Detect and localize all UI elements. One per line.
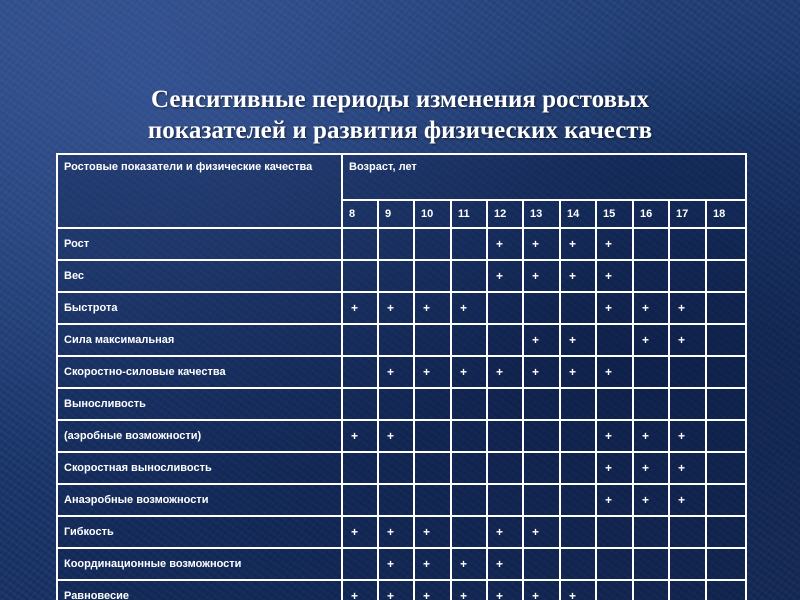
mark-cell — [706, 484, 746, 516]
mark-cell: + — [451, 580, 487, 600]
age-cell-10: 10 — [414, 200, 451, 228]
mark-cell: + — [596, 484, 633, 516]
mark-cell — [706, 292, 746, 324]
mark-cell: + — [342, 420, 378, 452]
row-label: Вес — [57, 260, 342, 292]
mark-cell: + — [560, 580, 596, 600]
mark-cell — [523, 292, 560, 324]
mark-cell — [487, 324, 523, 356]
mark-cell: + — [669, 292, 706, 324]
mark-cell — [669, 228, 706, 260]
mark-cell — [414, 388, 451, 420]
mark-cell: + — [487, 580, 523, 600]
age-cell-14: 14 — [560, 200, 596, 228]
mark-cell — [451, 324, 487, 356]
mark-cell — [451, 516, 487, 548]
age-cell-18: 18 — [706, 200, 746, 228]
mark-cell — [560, 484, 596, 516]
mark-cell — [669, 356, 706, 388]
mark-cell — [342, 356, 378, 388]
mark-cell — [523, 388, 560, 420]
mark-cell: + — [378, 420, 414, 452]
mark-cell: + — [342, 580, 378, 600]
mark-cell — [523, 420, 560, 452]
mark-cell: + — [414, 292, 451, 324]
table-body — [57, 228, 746, 600]
row-label: Равновесие — [57, 580, 342, 600]
table-row — [57, 580, 746, 600]
row-label: (аэробные возможности) — [57, 420, 342, 452]
age-cell-17: 17 — [669, 200, 706, 228]
mark-cell — [487, 484, 523, 516]
mark-cell — [706, 228, 746, 260]
mark-cell — [669, 548, 706, 580]
slide-title-line-1: Сенситивные периоды изменения ростовых — [151, 86, 649, 113]
mark-cell: + — [523, 324, 560, 356]
mark-cell: + — [487, 356, 523, 388]
mark-cell: + — [669, 484, 706, 516]
mark-cell — [523, 548, 560, 580]
table-row — [57, 356, 746, 388]
mark-cell: + — [342, 516, 378, 548]
mark-cell — [523, 452, 560, 484]
mark-cell — [669, 260, 706, 292]
table-row — [57, 484, 746, 516]
mark-cell: + — [669, 420, 706, 452]
mark-cell — [560, 420, 596, 452]
sensitive-periods-table — [56, 153, 747, 600]
row-label: Скоростная выносливость — [57, 452, 342, 484]
mark-cell: + — [669, 452, 706, 484]
mark-cell — [342, 228, 378, 260]
mark-cell — [596, 580, 633, 600]
mark-cell: + — [378, 516, 414, 548]
mark-cell — [633, 260, 669, 292]
mark-cell: + — [633, 484, 669, 516]
table-row — [57, 420, 746, 452]
mark-cell — [342, 484, 378, 516]
mark-cell: + — [451, 292, 487, 324]
row-label: Быстрота — [57, 292, 342, 324]
mark-cell — [342, 388, 378, 420]
mark-cell: + — [633, 292, 669, 324]
mark-cell — [342, 548, 378, 580]
table-header-row — [57, 154, 746, 200]
mark-cell: + — [596, 452, 633, 484]
mark-cell — [378, 324, 414, 356]
mark-cell — [706, 420, 746, 452]
row-label: Сила максимальная — [57, 324, 342, 356]
mark-cell — [669, 516, 706, 548]
mark-cell — [487, 420, 523, 452]
mark-cell — [451, 228, 487, 260]
age-cell-8: 8 — [342, 200, 378, 228]
mark-cell: + — [523, 260, 560, 292]
mark-cell — [414, 260, 451, 292]
mark-cell — [414, 484, 451, 516]
mark-cell: + — [414, 356, 451, 388]
row-label: Выносливость — [57, 388, 342, 420]
table-row — [57, 548, 746, 580]
mark-cell — [596, 324, 633, 356]
table-row — [57, 292, 746, 324]
mark-cell — [378, 388, 414, 420]
mark-cell: + — [378, 356, 414, 388]
mark-cell: + — [523, 356, 560, 388]
mark-cell — [487, 452, 523, 484]
table-row — [57, 388, 746, 420]
mark-cell — [633, 228, 669, 260]
mark-cell — [596, 516, 633, 548]
mark-cell: + — [633, 452, 669, 484]
mark-cell — [414, 452, 451, 484]
mark-cell: + — [378, 580, 414, 600]
mark-cell — [560, 292, 596, 324]
age-header-cell: Возраст, лет — [342, 154, 746, 200]
mark-cell — [523, 484, 560, 516]
row-label: Скоростно-силовые качества — [57, 356, 342, 388]
mark-cell: + — [560, 324, 596, 356]
mark-cell: + — [451, 548, 487, 580]
mark-cell — [342, 324, 378, 356]
table-row — [57, 260, 746, 292]
sensitive-periods-table-container — [56, 153, 745, 600]
mark-cell — [560, 516, 596, 548]
mark-cell: + — [633, 420, 669, 452]
mark-cell: + — [560, 228, 596, 260]
mark-cell — [706, 452, 746, 484]
header-label-cell: Ростовые показатели и физические качества — [57, 154, 342, 228]
mark-cell: + — [560, 356, 596, 388]
mark-cell: + — [596, 292, 633, 324]
mark-cell: + — [342, 292, 378, 324]
table-row — [57, 324, 746, 356]
mark-cell — [669, 580, 706, 600]
mark-cell — [451, 484, 487, 516]
mark-cell: + — [487, 548, 523, 580]
mark-cell: + — [596, 260, 633, 292]
mark-cell — [633, 516, 669, 548]
mark-cell — [414, 228, 451, 260]
mark-cell: + — [414, 516, 451, 548]
row-label: Координационные возможности — [57, 548, 342, 580]
mark-cell: + — [487, 516, 523, 548]
mark-cell: + — [596, 228, 633, 260]
mark-cell — [414, 420, 451, 452]
mark-cell — [451, 420, 487, 452]
mark-cell — [378, 452, 414, 484]
age-cell-15: 15 — [596, 200, 633, 228]
age-cell-13: 13 — [523, 200, 560, 228]
mark-cell: + — [378, 292, 414, 324]
mark-cell — [378, 260, 414, 292]
mark-cell — [560, 548, 596, 580]
mark-cell — [451, 260, 487, 292]
table-row — [57, 228, 746, 260]
mark-cell — [596, 388, 633, 420]
mark-cell — [451, 452, 487, 484]
mark-cell: + — [414, 580, 451, 600]
mark-cell — [414, 324, 451, 356]
age-cell-16: 16 — [633, 200, 669, 228]
mark-cell: + — [378, 548, 414, 580]
mark-cell: + — [487, 260, 523, 292]
row-label: Анаэробные возможности — [57, 484, 342, 516]
mark-cell — [706, 356, 746, 388]
mark-cell: + — [451, 356, 487, 388]
age-cell-9: 9 — [378, 200, 414, 228]
mark-cell — [633, 580, 669, 600]
table-row — [57, 452, 746, 484]
mark-cell — [706, 516, 746, 548]
age-cell-12: 12 — [487, 200, 523, 228]
mark-cell — [706, 324, 746, 356]
mark-cell: + — [487, 228, 523, 260]
mark-cell — [560, 388, 596, 420]
row-label: Гибкость — [57, 516, 342, 548]
mark-cell — [378, 228, 414, 260]
mark-cell — [633, 388, 669, 420]
mark-cell — [378, 484, 414, 516]
age-cell-11: 11 — [451, 200, 487, 228]
mark-cell — [706, 388, 746, 420]
mark-cell — [487, 388, 523, 420]
mark-cell — [669, 388, 706, 420]
mark-cell: + — [596, 356, 633, 388]
table-row — [57, 516, 746, 548]
mark-cell — [342, 452, 378, 484]
mark-cell — [706, 260, 746, 292]
mark-cell — [633, 356, 669, 388]
row-label: Рост — [57, 228, 342, 260]
mark-cell: + — [560, 260, 596, 292]
mark-cell: + — [523, 228, 560, 260]
mark-cell: + — [523, 580, 560, 600]
mark-cell — [633, 548, 669, 580]
slide-title-line-2: показателей и развития физических качеств — [147, 117, 653, 144]
mark-cell: + — [669, 324, 706, 356]
mark-cell: + — [414, 548, 451, 580]
mark-cell: + — [633, 324, 669, 356]
mark-cell — [596, 548, 633, 580]
mark-cell — [342, 260, 378, 292]
slide-title — [0, 84, 800, 146]
mark-cell — [487, 292, 523, 324]
mark-cell — [706, 548, 746, 580]
mark-cell: + — [523, 516, 560, 548]
mark-cell: + — [596, 420, 633, 452]
mark-cell — [451, 388, 487, 420]
mark-cell — [706, 580, 746, 600]
mark-cell — [560, 452, 596, 484]
